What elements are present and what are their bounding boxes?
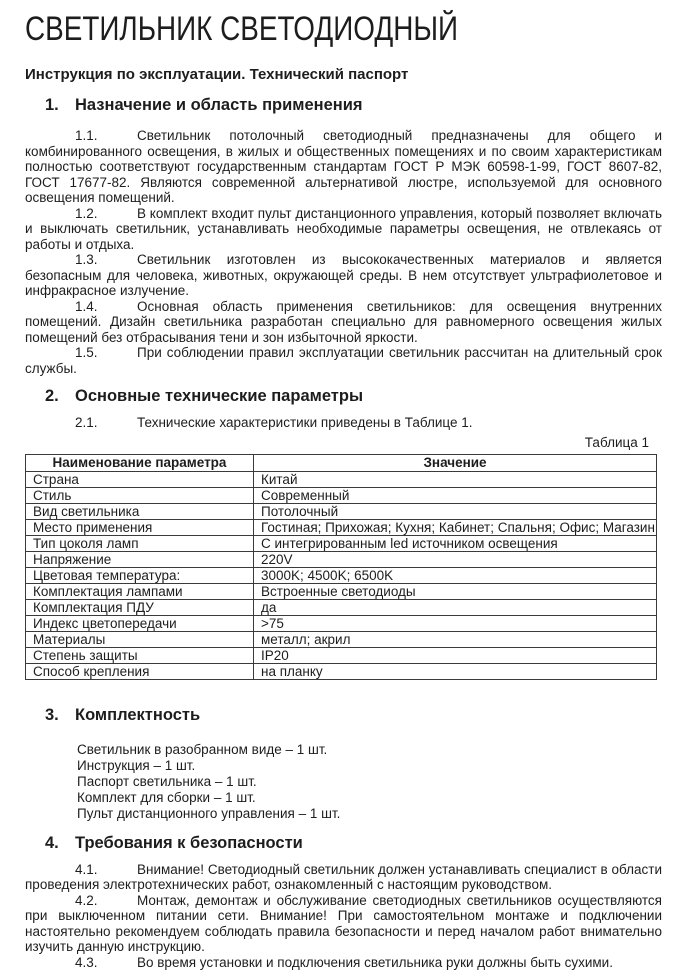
param-value: 220V [254, 551, 657, 567]
paragraph-4-3-number: 4.3. [75, 954, 98, 970]
table-caption-row [25, 434, 657, 452]
paragraph-1-4 [25, 299, 662, 346]
package-item-remote: Пульт дистанционного управления – 1 шт. [77, 806, 341, 822]
param-name: Стиль [26, 487, 254, 503]
param-name: Материалы [26, 631, 254, 647]
param-value: IP20 [254, 647, 657, 663]
paragraph-4-2-number: 4.2. [75, 892, 98, 908]
paragraph-4-1 [25, 862, 662, 893]
table-row-mounting [26, 663, 657, 679]
param-name: Степень защиты [26, 647, 254, 663]
paragraph-1-5-number: 1.5. [75, 345, 98, 361]
param-value: металл; акрил [254, 631, 657, 647]
table-row-socket [26, 535, 657, 551]
package-contents-list [25, 742, 662, 823]
param-value: да [254, 599, 657, 615]
table-row-type [26, 503, 657, 519]
paragraph-1-3-number: 1.3. [75, 252, 98, 268]
paragraph-1-4-text: Основная область применения светильников: для освещения внутренних помещений. Дизайн светильника разработан специально для равномерного освещения жилых помещений без отбрасывания тени и зон избыточной яркости. [25, 298, 662, 345]
table-row-materials [26, 631, 657, 647]
table-header-parameter: Наименование параметра [26, 454, 254, 471]
paragraph-1-5-text: При соблюдении правил эксплуатации светильник рассчитан на длительный срок службы. [25, 345, 662, 376]
table-header-value: Значение [254, 454, 657, 471]
table-row-style [26, 487, 657, 503]
package-item-passport: Паспорт светильника – 1 шт. [77, 774, 257, 789]
table-caption: Таблица 1 [584, 434, 649, 450]
table-row-placement [26, 519, 657, 535]
param-value: Гостиная; Прихожая; Кухня; Кабинет; Спальня; Офис; Магазин [254, 519, 657, 535]
section-3-heading [25, 706, 662, 725]
parameters-table [25, 454, 657, 680]
table-row-voltage [26, 551, 657, 567]
paragraph-4-2-text: Монтаж, демонтаж и обслуживание светодиодных светильников осуществляются при выключенном питании сети. Внимание! При самостоятельном монтаже и подключении настоятельно рекомендуем соблюдать правила безопасности и перед началом работ внимательно изучить данную инструкцию. [25, 892, 662, 955]
paragraph-4-3-text: Во время установки и подключения светильника руки должны быть сухими. [137, 954, 613, 970]
section-2-number: 2. [45, 387, 59, 406]
section-3-title: Комплектность [75, 705, 201, 724]
paragraph-4-1-number: 4.1. [75, 861, 98, 877]
param-name: Тип цоколя ламп [26, 535, 254, 551]
section-4-title: Требования к безопасности [75, 833, 303, 852]
param-name: Место применения [26, 519, 254, 535]
paragraph-1-3-text: Светильник изготовлен из высококачественных материалов и является безопасным для человека, животных, окружающей среды. В нем отсутствует ультрафиолетовое и инфракрасное излучение. [25, 252, 662, 299]
paragraph-2-1-number: 2.1. [75, 415, 98, 431]
table-header-row [26, 454, 657, 471]
param-value: >75 [254, 615, 657, 631]
paragraph-2-1-text: Технические характеристики приведены в Таблице 1. [137, 415, 473, 431]
param-name: Страна [26, 471, 254, 487]
paragraph-1-2 [25, 206, 662, 253]
table-row-lamps [26, 583, 657, 599]
section-2-title: Основные технические параметры [75, 387, 364, 406]
paragraph-4-1-text: Внимание! Светодиодный светильник должен устанавливать специалист в области проведения электротехнических работ, ознакомленный с настоящим руководством. [25, 861, 662, 893]
table-row-remote [26, 599, 657, 615]
package-item-assembly-kit: Комплект для сборки – 1 шт. [77, 790, 256, 806]
paragraph-2-1 [25, 415, 662, 431]
section-2-heading [25, 387, 662, 406]
section-1-title: Назначение и область применения [75, 96, 363, 115]
document-title: СВЕТИЛЬНИК СВЕТОДИОДНЫЙ [25, 10, 459, 48]
table-row-color-temp [26, 567, 657, 583]
table-row-cri [26, 615, 657, 631]
param-value: 3000K; 4500K; 6500K [254, 567, 657, 583]
param-value: на планку [254, 663, 657, 679]
param-name: Комплектация ПДУ [26, 599, 254, 615]
section-4-heading [25, 834, 662, 853]
section-1-heading [25, 96, 662, 115]
section-1-number: 1. [45, 96, 59, 115]
param-name: Способ крепления [26, 663, 254, 679]
package-item-lamp: Светильник в разобранном виде – 1 шт. [77, 741, 328, 757]
paragraph-1-2-number: 1.2. [75, 205, 98, 221]
paragraph-1-1 [25, 128, 662, 206]
param-name: Индекс цветопередачи [26, 615, 254, 631]
paragraph-4-2 [25, 893, 662, 955]
paragraph-1-1-number: 1.1. [75, 128, 98, 144]
document-subtitle: Инструкция по эксплуатации. Технический паспорт [25, 66, 409, 84]
paragraph-1-1-text: Светильник потолочный светодиодный предназначены для общего и комбинированного освещения, в жилых и общественных помещениях и по своим характеристикам полностью соответствуют государственным стандартам ГОСТ Р МЭК 60598-1-99, ГОСТ 8607-82, ГОСТ 17677-82. Являются современной альтернативой люстре, используемой для основного освещения помещений. [25, 128, 662, 206]
section-4-number: 4. [45, 833, 59, 852]
param-name: Цветовая температура: [26, 567, 254, 583]
package-item-instruction: Инструкция – 1 шт. [77, 757, 196, 773]
section-3-number: 3. [45, 705, 59, 724]
param-value: С интегрированным led источником освещения [254, 535, 657, 551]
param-name: Напряжение [26, 551, 254, 567]
paragraph-1-2-text: В комплект входит пульт дистанционного управления, который позволяет включать и выключать светильник, устанавливать необходимые параметры освещения, не отвлекаясь от работы и отдыха. [25, 205, 662, 252]
param-value: Китай [254, 471, 657, 487]
table-row-ip [26, 647, 657, 663]
param-value: Потолочный [254, 503, 657, 519]
param-name: Вид светильника [26, 503, 254, 519]
table-row-country [26, 471, 657, 487]
param-value: Современный [254, 487, 657, 503]
paragraph-1-4-number: 1.4. [75, 298, 98, 314]
paragraph-4-3 [25, 955, 662, 970]
paragraph-1-5 [25, 345, 662, 376]
param-value: Встроенные светодиоды [254, 583, 657, 599]
param-name: Комплектация лампами [26, 583, 254, 599]
paragraph-1-3 [25, 252, 662, 299]
